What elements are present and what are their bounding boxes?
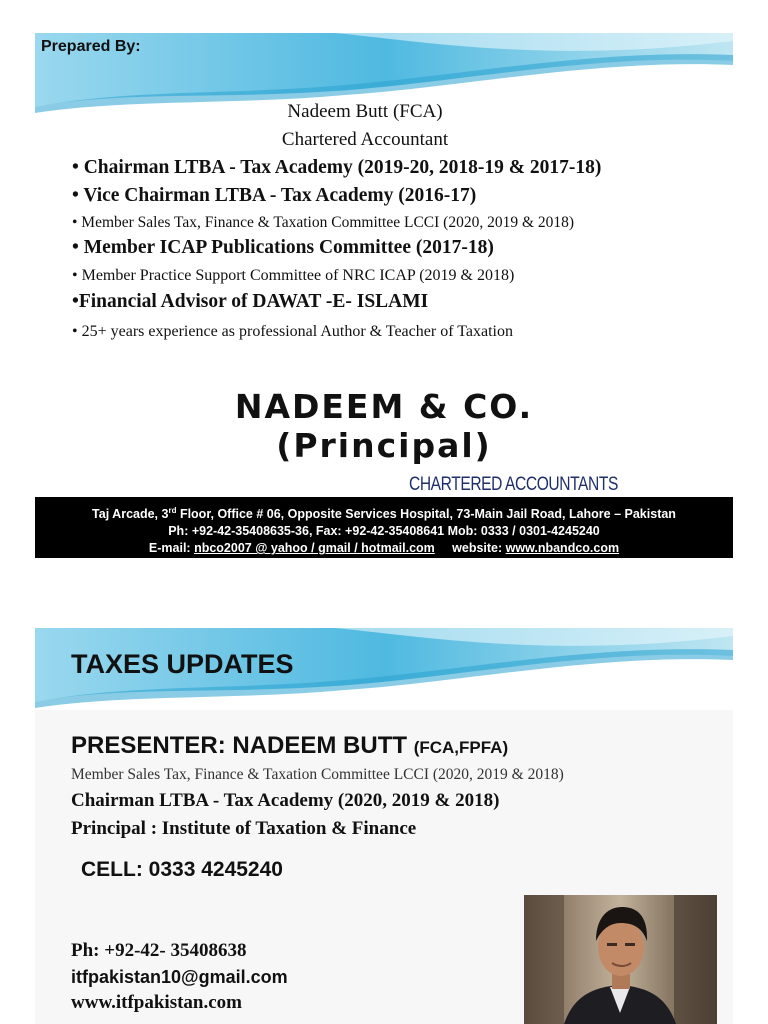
email-address[interactable]: itfpakistan10@gmail.com: [71, 967, 288, 987]
presenter-photo: [524, 895, 717, 1024]
phone-number: Ph: +92-42- 35408638: [71, 940, 247, 961]
address-line: Taj Arcade, 3rd Floor, Office # 06, Opposite Services Hospital, 73-Main Jail Road, Lahore – Pakistan: [92, 506, 676, 522]
presenter-name: Nadeem Butt (FCA): [287, 101, 443, 122]
credential-item: •Financial Advisor of DAWAT -E- ISLAMI: [72, 291, 429, 312]
slide-taxes-updates: [35, 628, 733, 1024]
credential-item: • Member Sales Tax, Finance & Taxation Committee LCCI (2020, 2019 & 2018): [72, 214, 575, 231]
website-link[interactable]: www.nbandco.com: [505, 541, 620, 556]
firm-role: (Principal): [276, 426, 492, 465]
prepared-by-label: Prepared By:: [41, 38, 141, 55]
email-link[interactable]: nbco2007 @ yahoo / gmail / hotmail.com: [194, 541, 435, 556]
slide-heading: TAXES UPDATES: [71, 649, 294, 679]
phone-line: Ph: +92-42-35408635-36, Fax: +92-42-35408641 Mob: 0333 / 0301-4245240: [168, 524, 600, 539]
firm-subtitle: CHARTERED ACCOUNTANTS: [409, 474, 618, 495]
website-address[interactable]: www.itfpakistan.com: [71, 992, 243, 1013]
cell-number: CELL: 0333 4245240: [81, 858, 283, 881]
credential-item: • Member Practice Support Committee of NRC ICAP (2019 & 2018): [72, 267, 515, 284]
credential-item: • Vice Chairman LTBA - Tax Academy (2016-17): [72, 185, 477, 206]
membership-line: Member Sales Tax, Finance & Taxation Committee LCCI (2020, 2019 & 2018): [71, 766, 564, 783]
credential-item: • Member ICAP Publications Committee (2017-18): [72, 237, 494, 258]
presenter-title: Chartered Accountant: [281, 129, 449, 150]
credential-item: • 25+ years experience as professional Author & Teacher of Taxation: [72, 323, 513, 340]
firm-name: NADEEM & CO.: [234, 387, 534, 426]
email-line: E-mail: nbco2007 @ yahoo / gmail / hotmail.com website: www.nbandco.com: [148, 541, 620, 556]
credential-item: • Chairman LTBA - Tax Academy (2019-20, 2018-19 & 2017-18): [72, 157, 602, 178]
slide-prepared-by: [35, 33, 733, 560]
chairman-line: Chairman LTBA - Tax Academy (2020, 2019 & 2018): [71, 790, 500, 811]
presenter-line: PRESENTER: NADEEM BUTT (FCA,FPFA): [71, 732, 509, 759]
contact-bar: [35, 497, 733, 558]
principal-line: Principal : Institute of Taxation & Finance: [71, 818, 417, 839]
portrait-illustration: [524, 895, 717, 1024]
